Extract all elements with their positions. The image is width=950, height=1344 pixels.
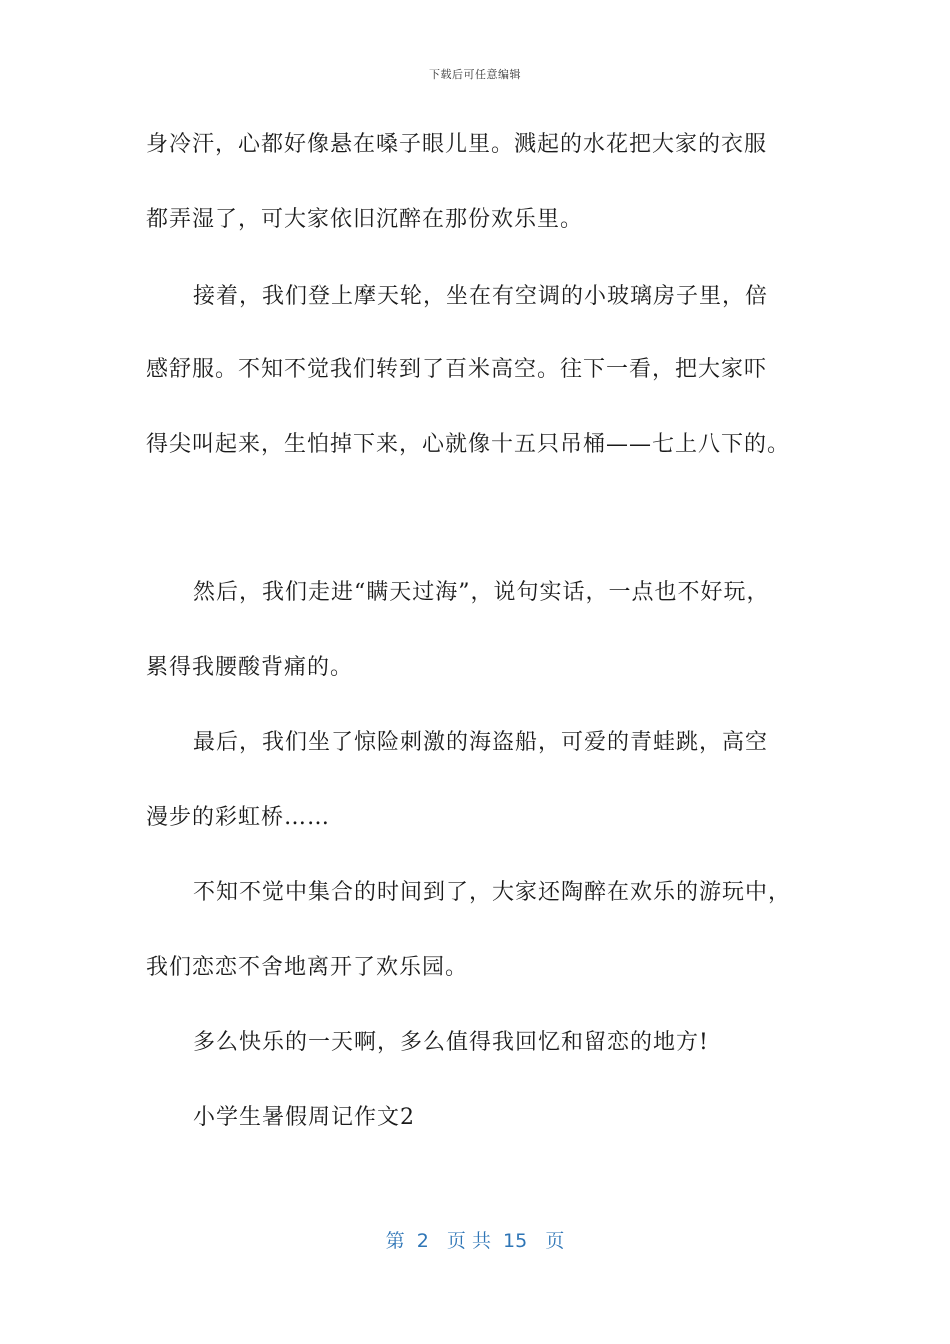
paragraph-line: 漫步的彩虹桥…… — [146, 805, 331, 830]
page-number-footer: 第 2 页 共 15 页 — [385, 1230, 565, 1252]
paragraph-line: 得尖叫起来，生怕掉下来，心就像十五只吊桶——七上八下的。 — [146, 432, 791, 457]
paragraph-line: 感舒服。不知不觉我们转到了百米高空。往下一看，把大家吓 — [146, 357, 768, 382]
paragraph-line: 接着，我们登上摩天轮，坐在有空调的小玻璃房子里，倍 — [193, 284, 769, 309]
section-heading: 小学生暑假周记作文2 — [193, 1105, 415, 1130]
paragraph-line: 多么快乐的一天啊，多么值得我回忆和留恋的地方! — [193, 1030, 709, 1055]
paragraph-line: 身冷汗，心都好像悬在嗓子眼儿里。溅起的水花把大家的衣服 — [146, 132, 768, 157]
paragraph-line: 不知不觉中集合的时间到了，大家还陶醉在欢乐的游玩中， — [193, 880, 792, 905]
paragraph-line: 我们恋恋不舍地离开了欢乐园。 — [146, 955, 469, 980]
paragraph-line: 累得我腰酸背痛的。 — [146, 655, 354, 680]
paragraph-line: 然后，我们走进“瞒天过海”，说句实话，一点也不好玩， — [193, 580, 770, 605]
paragraph-line: 最后，我们坐了惊险刺激的海盗船，可爱的青蛙跳，高空 — [193, 730, 769, 755]
header-note: 下载后可任意编辑 — [429, 68, 521, 81]
paragraph-line: 都弄湿了，可大家依旧沉醉在那份欢乐里。 — [146, 207, 584, 232]
